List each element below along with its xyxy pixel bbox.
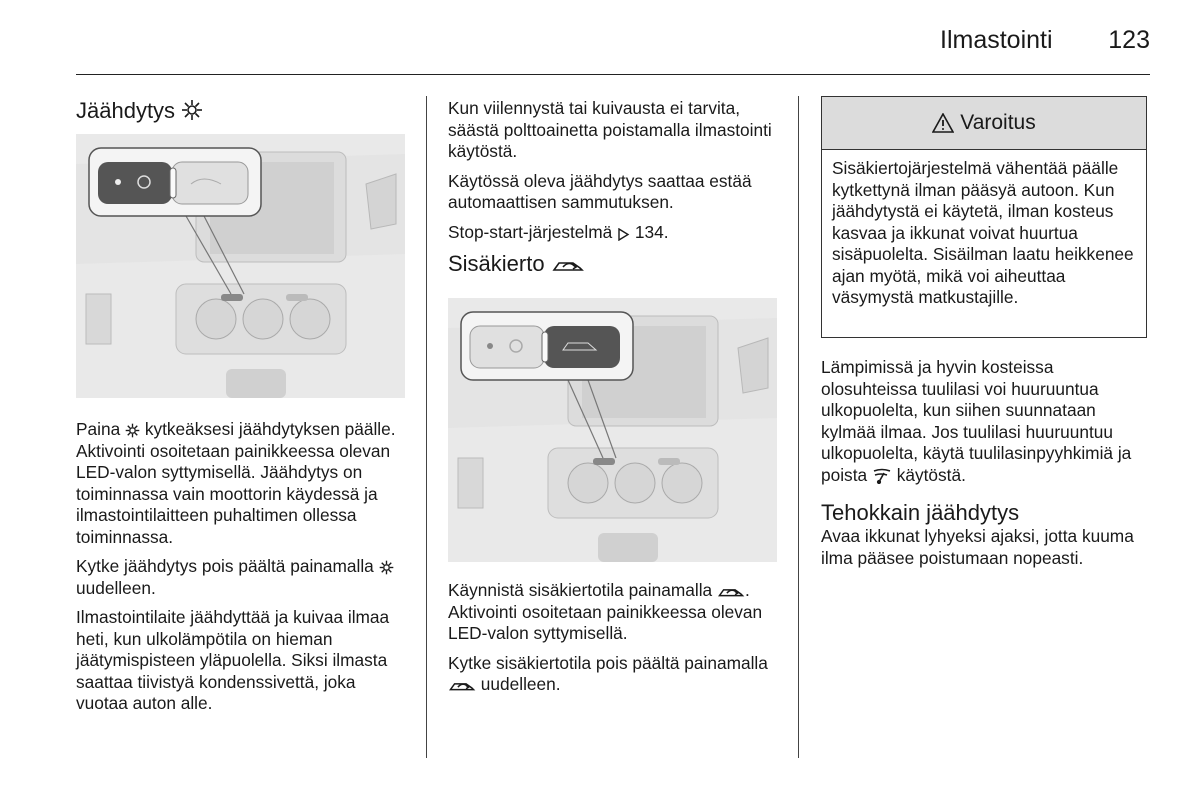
snowflake-icon [379, 560, 394, 575]
warning-text: Sisäkiertojärjestelmä vähentää päälle kytkettynä ilman pääsyä autoon. Kun jäähdytystä ei käytetä, ilman kosteus kasvaa ja ikkunat voivat huurtua sisäpuolelta. Sisäilman laatu heikkenee ajan myötä, mikä voi aiheuttaa väsymystä matkustajille. [832, 158, 1134, 307]
page-number: 123 [1108, 26, 1150, 54]
paragraph-stop-start-ref: Stop-start-järjestelmä 134. [448, 221, 669, 242]
paragraph-windshield-fog: Lämpimissä ja hyvin kosteissa olosuhteissa tuulilasi voi huuruuntua ulkopuolelta, kun siihen suunnataan kylmää ilmaa. Jos tuulilasi huuruuntuu ulkopuolelta, käytä tuulilasinpyyhkimiä ja poista käytöstä. [821, 357, 1132, 485]
wiper-icon [872, 468, 892, 484]
recirculation-icon [448, 678, 476, 693]
paragraph-open-windows: Avaa ikkunat lyhyeksi ajaksi, jotta kuuma ilma pääsee poistumaan nopeasti. [821, 526, 1134, 568]
column-2-text [448, 580, 782, 704]
column-divider-1 [426, 96, 427, 758]
snowflake-icon [125, 423, 140, 438]
header-rule [76, 74, 1150, 75]
warning-header [822, 97, 1146, 150]
section-heading-recirculation: Sisäkierto [448, 251, 780, 277]
paragraph-cooling-off: Kytke jäähdytys pois päältä painamalla uudelleen. [76, 556, 410, 599]
warning-triangle-icon [932, 113, 954, 133]
paragraph-recirc-on: Käynnistä sisäkiertotila painamalla . Aktivointi osoitetaan painikkeessa olevan LED-valon syttymisellä. [448, 580, 763, 643]
figure-recirculation-button [448, 298, 777, 562]
snowflake-icon [181, 99, 203, 121]
recirculation-icon [717, 584, 745, 599]
arrow-ref-icon [617, 228, 630, 241]
section-heading-cooling: Jäähdytys [76, 98, 408, 124]
column-1 [76, 98, 408, 124]
column-3-text [821, 357, 1151, 577]
paragraph-condensation: Ilmastointilaite jäähdyttää ja kuivaa ilmaa heti, kun ulkolämpötila on hieman jäätymispisteen yläpuolella. Siksi ilmasta saattaa tiivistyä kondenssivettä, joka vuotaa auton alle. [76, 607, 390, 713]
paragraph-cooling-on: Paina kytkeäksesi jäähdytyksen päälle. Aktivointi osoitetaan painikkeessa olevan LED-valon syttymisellä. Jäähdytys on toiminnassa vain moottorin käydessä ja ilmastointilaitteen puhaltimen ollessa toiminnassa. [76, 419, 396, 547]
recirculation-icon [551, 256, 585, 274]
column-divider-2 [798, 96, 799, 758]
paragraph-autostop: Käytössä oleva jäähdytys saattaa estää automaattisen sammutuksen. [448, 170, 752, 212]
column-2 [448, 98, 780, 277]
section-heading-max-cooling: Tehokkain jäähdytys [821, 500, 1020, 525]
warning-title: Varoitus [960, 111, 1036, 134]
paragraph-save-fuel: Kun viilennystä tai kuivausta ei tarvita, säästä polttoainetta poistamalla ilmastointi käytöstä. [448, 98, 772, 161]
figure-cooling-button [76, 134, 405, 398]
warning-box [821, 96, 1147, 338]
paragraph-recirc-off: Kytke sisäkiertotila pois päältä painamalla uudelleen. [448, 652, 768, 694]
column-1-text [76, 419, 410, 723]
page-header-title: Ilmastointi [940, 26, 1053, 54]
